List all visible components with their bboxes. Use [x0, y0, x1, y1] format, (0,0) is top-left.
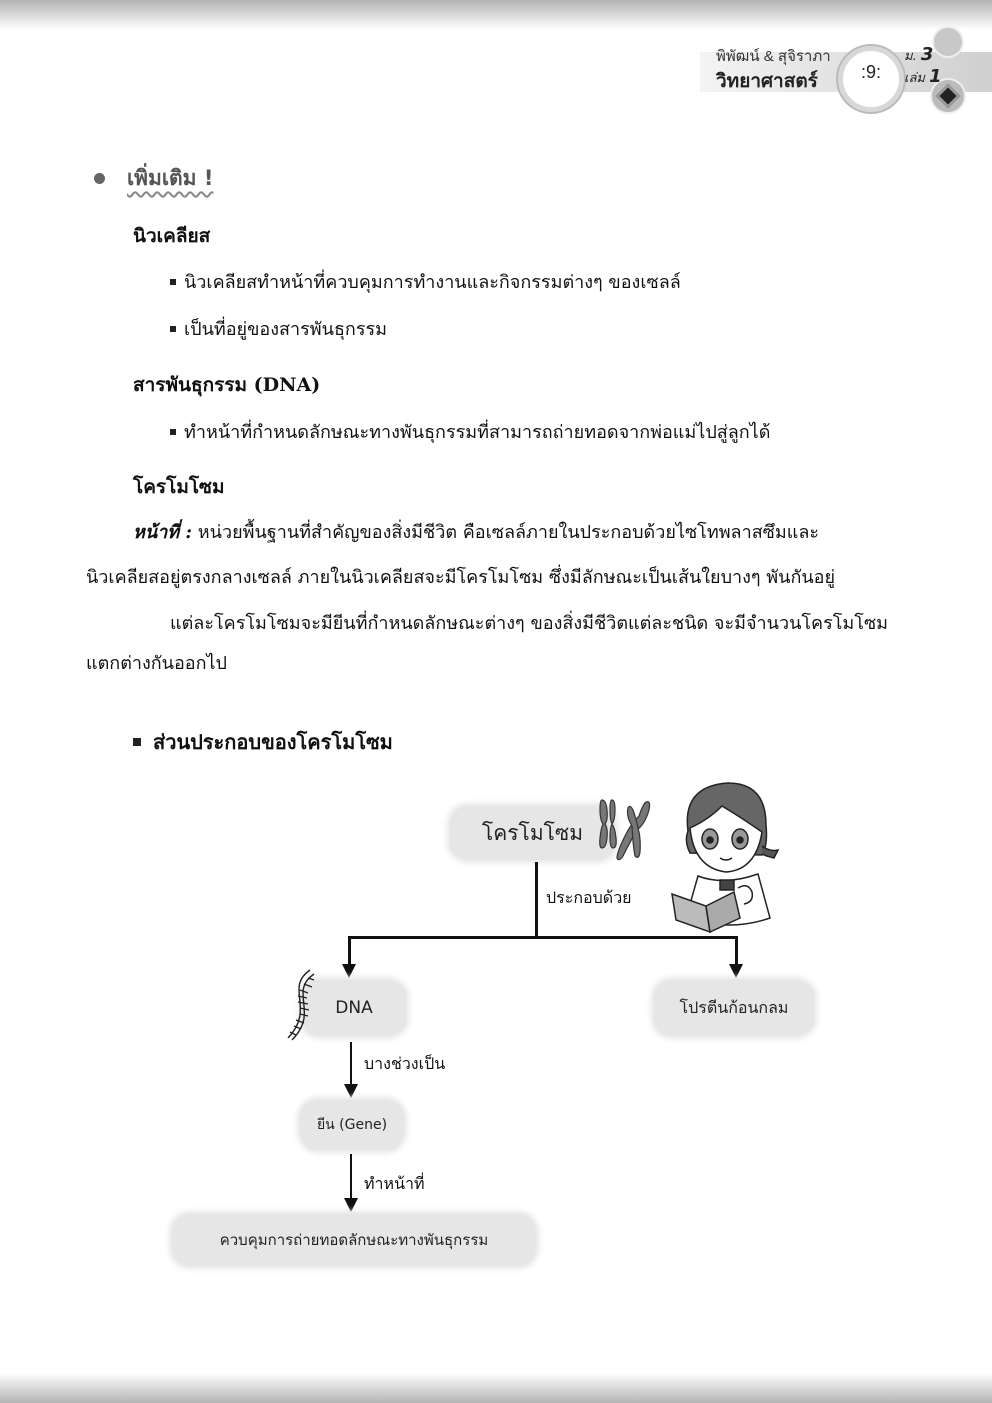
- connector-left: [348, 936, 351, 966]
- header-authors: พิพัฒน์ & สุจิราภา: [716, 48, 831, 65]
- grade-level: ม. 3: [904, 44, 934, 65]
- extra-label: เพิ่มเติม !: [127, 166, 214, 190]
- list-item: [170, 417, 770, 446]
- square-bullet-icon: [170, 279, 176, 285]
- list-item-text: ทำหน้าที่กำหนดลักษณะทางพันธุกรรมที่สามารถถ่ายทอดจากพ่อแม่ไปสู่ลูกได้: [184, 422, 771, 443]
- diagram-title: [133, 726, 393, 758]
- header-subject: วิทยาศาสตร์: [716, 71, 818, 92]
- para-text: หน่วยพื้นฐานที่สำคัญของสิ่งมีชีวิต คือเซลล์ภายในประกอบด้วยไซโทพลาสซึมและ: [197, 522, 820, 543]
- chromosome-para1-line2: นิวเคลียสอยู่ตรงกลางเซลล์ ภายในนิวเคลียสจะมีโครโมโซม ซึ่งมีลักษณะเป็นเส้นใยบางๆ พันกันอยู่: [86, 567, 836, 588]
- page-number: :9:: [860, 62, 881, 82]
- node-gene: ยีน (Gene): [300, 1100, 404, 1150]
- node-chromosome: โครโมโซม: [450, 806, 615, 860]
- bullet-icon: [94, 173, 105, 184]
- arrow-down-icon: [729, 964, 743, 978]
- connector-dna-gene: [350, 1042, 352, 1086]
- chromosome-para2-line1: แต่ละโครโมโซมจะมียีนที่กำหนดลักษณะต่างๆ ของสิ่งมีชีวิตแต่ละชนิด จะมีจำนวนโครโมโซม: [170, 613, 889, 634]
- volume-number: เล่ม 1: [904, 66, 942, 87]
- extra-section-label: [94, 162, 213, 195]
- function-label: หน้าที่ :: [133, 522, 193, 543]
- page-bottom-shadow: [0, 1373, 992, 1403]
- arrow-down-icon: [342, 964, 356, 978]
- node-function: ควบคุมการถ่ายทอดลักษณะทางพันธุกรรม: [172, 1214, 536, 1266]
- decor-circle-icon: [932, 26, 964, 58]
- edge-label-function: ทำหน้าที่: [364, 1174, 425, 1193]
- square-bullet-icon: [170, 429, 176, 435]
- square-bullet-icon: [133, 738, 141, 746]
- girl-reading-illustration: [668, 776, 780, 936]
- connector-right: [735, 936, 738, 966]
- list-item-text: เป็นที่อยู่ของสารพันธุกรรม: [184, 319, 388, 340]
- connector-root: [535, 862, 538, 938]
- edge-label-composed-of: ประกอบด้วย: [546, 888, 632, 907]
- page-top-shadow: [0, 0, 992, 30]
- chromosome-para2-line2: แตกต่างกันออกไป: [86, 653, 227, 674]
- square-bullet-icon: [170, 326, 176, 332]
- nucleus-heading: นิวเคลียส: [133, 225, 211, 247]
- node-globular-protein: โปรตีนก้อนกลม: [654, 980, 814, 1036]
- list-item: [170, 267, 681, 296]
- list-item: [170, 314, 387, 343]
- diagram-title-text: ส่วนประกอบของโครโมโซม: [153, 730, 393, 754]
- connector-gene-function: [350, 1154, 352, 1200]
- node-dna: DNA: [302, 980, 406, 1036]
- chromosome-heading: โครโมโซม: [133, 476, 225, 498]
- dna-helix-icon: [282, 968, 318, 1042]
- list-item-text: นิวเคลียสทำหน้าที่ควบคุมการทำงานและกิจกรรมต่างๆ ของเซลล์: [184, 272, 681, 293]
- edge-label-some-parts: บางช่วงเป็น: [364, 1054, 446, 1073]
- connector-branch: [348, 936, 738, 939]
- dna-heading: สารพันธุกรรม (DNA): [133, 374, 321, 396]
- arrow-down-icon: [344, 1198, 358, 1212]
- chromosome-para1-line1: [133, 517, 819, 546]
- chromosome-icon: [596, 796, 662, 868]
- arrow-down-icon: [344, 1084, 358, 1098]
